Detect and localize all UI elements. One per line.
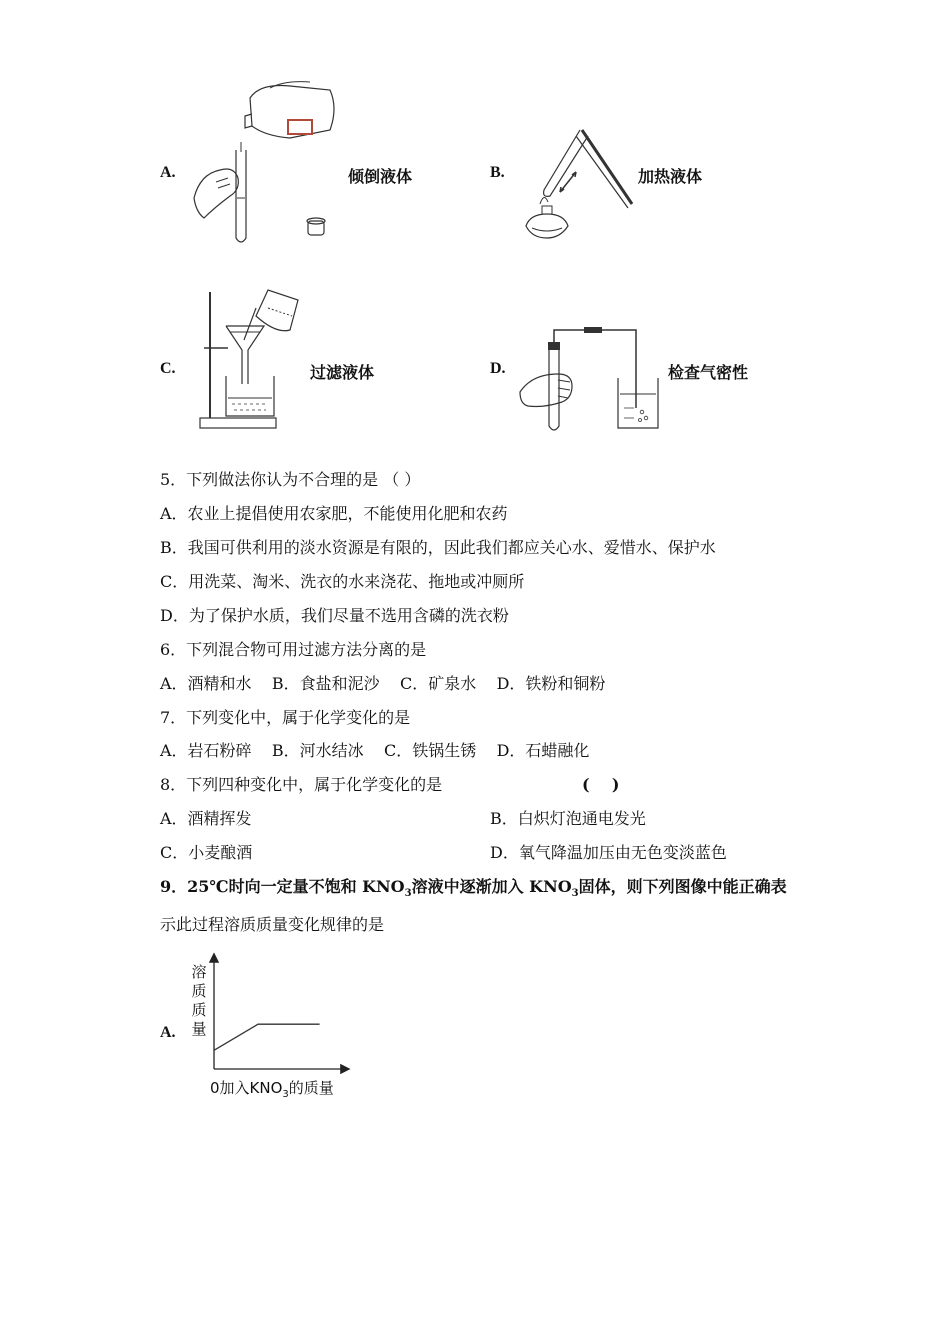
x-label-part1: 加入KNO: [219, 1079, 283, 1097]
option-d-caption: 检查气密性: [668, 363, 749, 382]
option-a-letter: A.: [160, 164, 176, 181]
option-b-caption: 加热液体: [638, 167, 703, 186]
q9-subscript-1: 3: [404, 888, 412, 900]
y-label-char: 质: [191, 982, 207, 1000]
q7-options: A．岩石粉碎 B．河水结冰 C．铁锅生锈 D．石蜡融化: [160, 741, 590, 760]
q9-option-a-letter: A.: [160, 1024, 176, 1041]
filtration-illustration: [198, 286, 308, 432]
q9-stem-line1: [160, 877, 787, 904]
q6-stem: 6．下列混合物可用过滤方法分离的是: [160, 640, 427, 659]
x-label-part2: 的质量: [288, 1079, 334, 1097]
option-d-letter: D.: [490, 360, 506, 377]
q7-stem: 7．下列变化中，属于化学变化的是: [160, 708, 411, 727]
q8-option-c: C．小麦酿酒: [160, 843, 253, 862]
q9-stem-part1: 9．25℃时向一定量不饱和 KNO: [160, 877, 405, 896]
option-c-letter: C.: [160, 360, 176, 377]
y-axis-label: [190, 963, 208, 1039]
x-label-subscript: 3: [282, 1089, 289, 1100]
y-label-char: 质: [191, 1001, 207, 1019]
origin-label: 0: [210, 1079, 220, 1097]
airtightness-check-illustration: [518, 322, 668, 434]
q5-option-c: C．用洗菜、淘米、洗衣的水来浇花、拖地或冲厕所: [160, 572, 525, 591]
option-b-letter: B.: [490, 164, 505, 181]
q8-option-a: A．酒精挥发: [160, 809, 252, 828]
q5-option-a: A．农业上提倡使用农家肥，不能使用化肥和农药: [160, 504, 508, 523]
y-label-char: 量: [191, 1020, 207, 1038]
option-c-caption: 过滤液体: [310, 363, 375, 382]
q6-options: A．酒精和水 B．食盐和泥沙 C．矿泉水 D．铁粉和铜粉: [160, 674, 606, 693]
q8-option-d: D．氧气降温加压由无色变淡蓝色: [490, 843, 727, 862]
pouring-liquid-illustration: [190, 78, 340, 248]
y-label-char: 溶: [191, 963, 207, 981]
q8-answer-paren: ( ): [582, 775, 620, 794]
q5-stem: 5．下列做法你认为不合理的是 （ ）: [160, 470, 421, 489]
x-axis-label: [210, 1077, 334, 1100]
q9-graph-a: [188, 955, 358, 1105]
q8-option-b: B．白炽灯泡通电发光: [490, 809, 646, 828]
option-a-caption: 倾倒液体: [348, 167, 413, 186]
q9-subscript-2: 3: [571, 888, 579, 900]
q8-stem: 8．下列四种变化中，属于化学变化的是: [160, 775, 443, 794]
q9-stem-part3: 固体，则下列图像中能正确表: [578, 877, 787, 896]
q9-stem-part2: 溶液中逐渐加入 KNO: [411, 877, 572, 896]
heating-liquid-illustration: [520, 122, 640, 242]
q9-stem-line2: 示此过程溶质质量变化规律的是: [160, 915, 385, 934]
q5-option-d: D．为了保护水质，我们尽量不选用含磷的洗衣粉: [160, 606, 509, 625]
q5-option-b: B．我国可供利用的淡水资源是有限的，因此我们都应关心水、爱惜水、保护水: [160, 538, 716, 557]
solute-mass-line: [214, 1024, 320, 1050]
